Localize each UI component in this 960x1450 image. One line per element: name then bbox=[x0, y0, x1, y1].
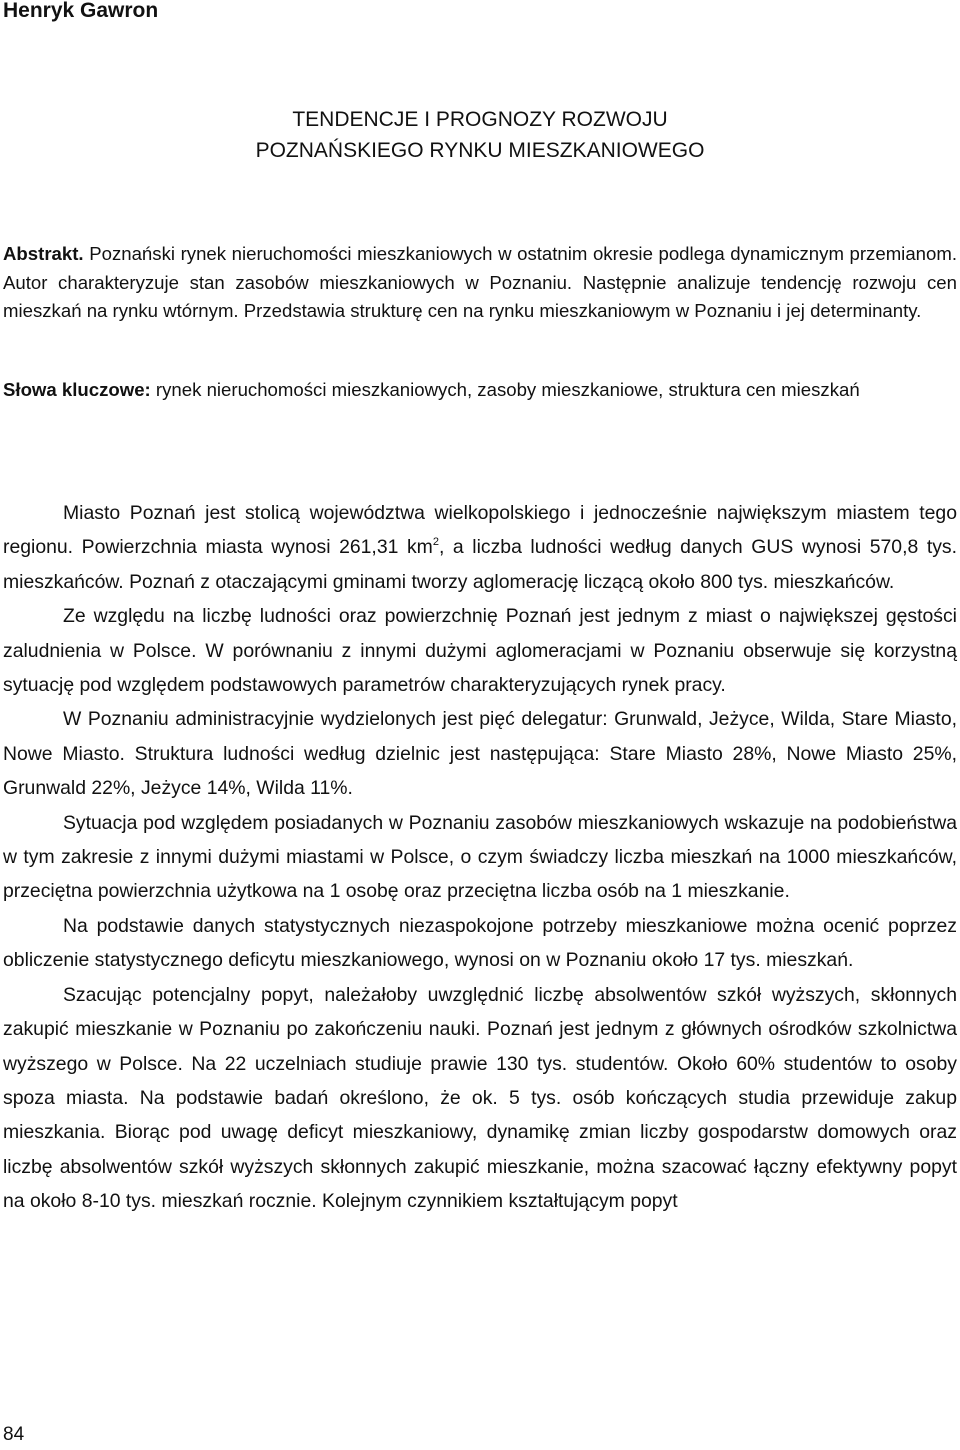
keywords bbox=[3, 376, 957, 405]
keywords-text: rynek nieruchomości mieszkaniowych, zasoby mieszkaniowe, struktura cen mieszkań bbox=[150, 379, 860, 400]
paragraph-1 bbox=[3, 496, 957, 599]
abstract-text: Poznański rynek nieruchomości mieszkaniowych w ostatnim okresie podlega dynamicznym przemianom. Autor charakteryzuje stan zasobów mieszkaniowych w Poznaniu. Następnie analizuje tendencję rozwoju cen mieszkań na rynku wtórnym. Przedstawia strukturę cen na rynku mieszkaniowym w Poznaniu i jej determinanty. bbox=[3, 243, 957, 322]
paragraph-1-part-b: , a liczba ludności według danych GUS wynosi 570,8 tys. mieszkańców. Poznań z otaczającymi gminami tworzy aglomerację liczącą około 800 tys. mieszkańców. bbox=[3, 536, 957, 593]
paper-title bbox=[0, 104, 960, 166]
abstract-label: Abstrakt. bbox=[3, 243, 84, 264]
paragraph-2: Ze względu na liczbę ludności oraz powierzchnię Poznań jest jednym z miast o największej gęstości zaludnienia w Polsce. W porównaniu z innymi dużymi aglomeracjami w Poznaniu obserwuje się korzystną sytuację pod względem podstawowych parametrów charakteryzujących rynek pracy. bbox=[3, 605, 957, 697]
paragraph-3: W Poznaniu administracyjnie wydzielonych jest pięć delegatur: Grunwald, Jeżyce, Wilda, Stare Miasto, Nowe Miasto. Struktura ludności według dzielnic jest następująca: Stare Miasto 28%, Nowe Miasto 25%, Grunwald 22%, Jeżyce 14%, Wilda 11%. bbox=[3, 708, 957, 800]
title-line-2: POZNAŃSKIEGO RYNKU MIESZKANIOWEGO bbox=[255, 139, 705, 162]
author-name: Henryk Gawron bbox=[3, 0, 159, 22]
keywords-label: Słowa kluczowe: bbox=[3, 379, 151, 400]
paragraph-6: Szacując potencjalny popyt, należałoby uwzględnić liczbę absolwentów szkół wyższych, skłonnych zakupić mieszkanie w Poznaniu po zakończeniu nauki. Poznań jest jednym z głównych ośrodków szkolnictwa wyższego w Polsce. Na 22 uczelniach studiuje prawie 130 tys. studentów. Około 60% studentów to osoby spoza miasta. Na podstawie badań określono, że ok. 5 tys. osób kończących studia przewiduje zakup mieszkania. Biorąc pod uwagę deficyt mieszkaniowy, dynamikę zmian liczby gospodarstw domowych oraz liczbę absolwentów szkół wyższych skłonnych zakupić mieszkanie, można szacować łączny efektywny popyt na około 8-10 tys. mieszkań rocznie. Kolejnym czynnikiem kształtującym popyt bbox=[3, 983, 957, 1213]
paragraph-1-part-a: Miasto Poznań jest stolicą województwa wielkopolskiego i jednocześnie największym miastem tego regionu. Powierzchnia miasta wynosi 261,31 km bbox=[3, 502, 957, 559]
page-number: 84 bbox=[3, 1424, 25, 1445]
paragraph-5: Na podstawie danych statystycznych niezaspokojone potrzeby mieszkaniowe można ocenić poprzez obliczenie statystycznego deficytu mieszkaniowego, wynosi on w Poznaniu około 17 tys. mieszkań. bbox=[3, 914, 957, 972]
superscript-2: 2 bbox=[432, 536, 439, 549]
abstract bbox=[3, 240, 957, 326]
title-line-1: TENDENCJE I PROGNOZY ROZWOJU bbox=[292, 108, 668, 131]
body-text bbox=[3, 496, 957, 1219]
paragraph-4: Sytuacja pod względem posiadanych w Poznaniu zasobów mieszkaniowych wskazuje na podobieństwa w tym zakresie z innymi dużymi miastami w Polsce, o czym świadczy liczba mieszkań na 1000 mieszkańców, przeciętna powierzchnia użytkowa na 1 osobę oraz przeciętna liczba osób na 1 mieszkanie. bbox=[3, 811, 957, 903]
